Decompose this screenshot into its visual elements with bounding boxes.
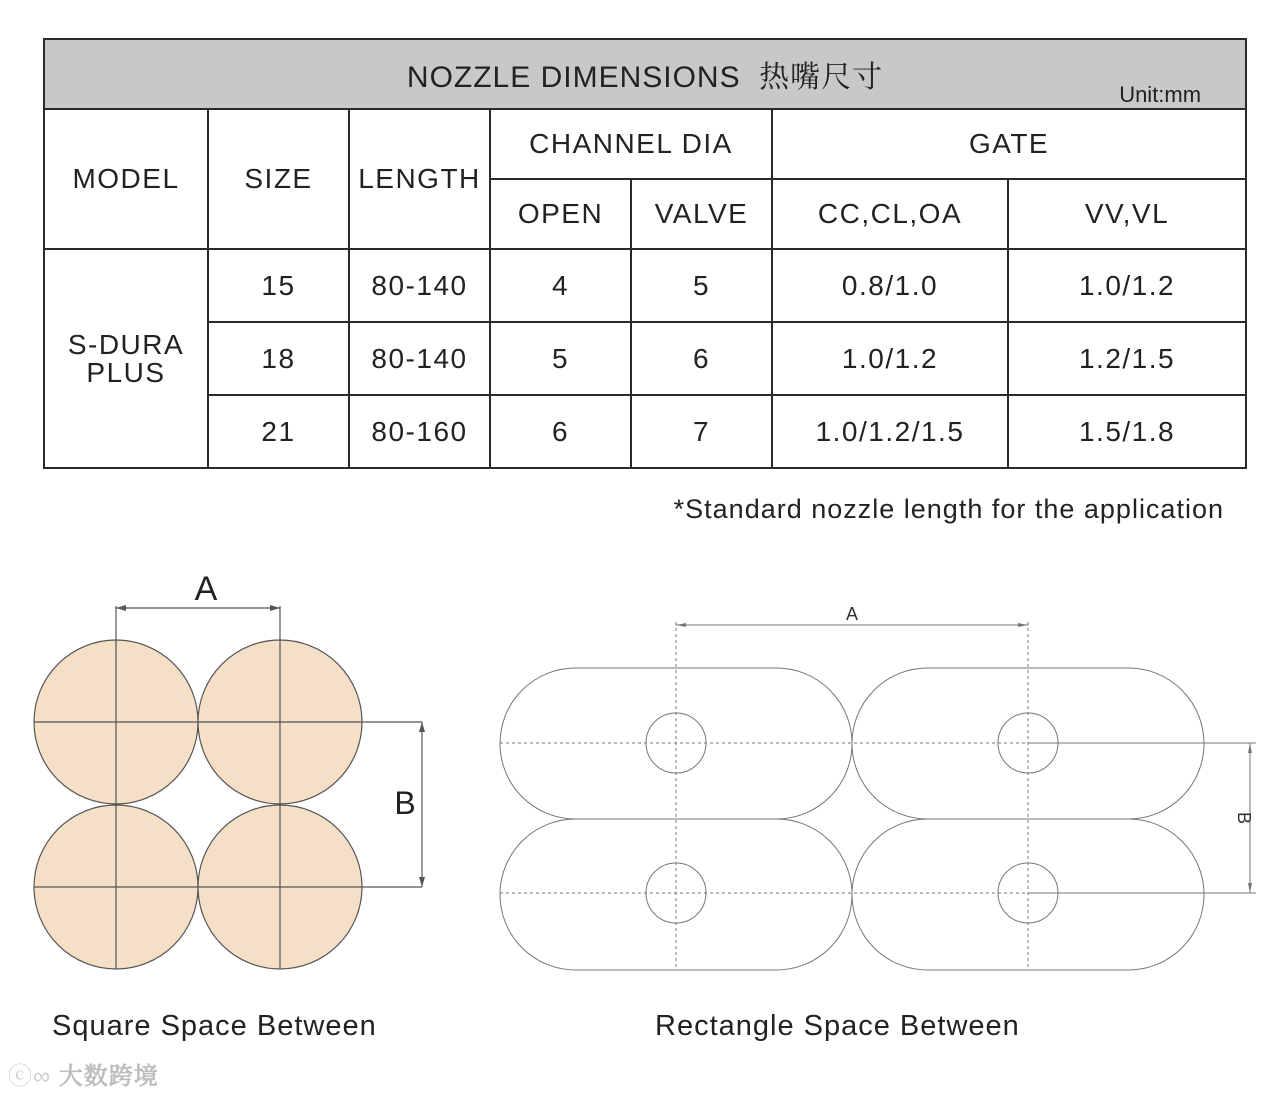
rect-label-a: A: [845, 604, 859, 624]
square-label-a: A: [194, 570, 218, 608]
model-name-line2: PLUS: [86, 356, 166, 388]
model-name-line1: S-DURA: [67, 328, 185, 360]
cell-length: 80-160: [349, 395, 490, 468]
header-channel-dia: CHANNEL DIA: [490, 109, 772, 179]
cell-open: 4: [490, 249, 631, 322]
header-size: SIZE: [208, 109, 349, 249]
cell-length: 80-140: [349, 249, 490, 322]
cell-size: 15: [208, 249, 349, 322]
cell-length: 80-140: [349, 322, 490, 395]
cell-size: 18: [208, 322, 349, 395]
header-vv-vl: VV,VL: [1008, 179, 1246, 249]
cell-cc: 1.0/1.2: [772, 322, 1008, 395]
watermark: [8, 1056, 159, 1091]
rectangle-space-diagram: [500, 622, 1256, 970]
rect-label-b: B: [1234, 811, 1254, 825]
rectangle-caption: Rectangle Space Between: [655, 1010, 1020, 1042]
arrowhead: [1018, 623, 1028, 627]
unit-label: Unit:mm: [1119, 82, 1202, 107]
cell-cc: 1.0/1.2/1.5: [772, 395, 1008, 468]
cell-size: 21: [208, 395, 349, 468]
header-gate: GATE: [772, 109, 1246, 179]
watermark-text: 大数跨境: [58, 1063, 159, 1090]
header-valve: VALVE: [631, 179, 772, 249]
cell-vv: 1.2/1.5: [1008, 322, 1246, 395]
table-title-cn: 热嘴尺寸: [759, 61, 884, 94]
header-model: MODEL: [44, 109, 208, 249]
arrowhead: [116, 605, 126, 611]
cell-open: 6: [490, 395, 631, 468]
watermark-logo-icon: ⓒ∞: [8, 1063, 52, 1090]
cell-cc: 0.8/1.0: [772, 249, 1008, 322]
arrowhead: [419, 877, 425, 887]
arrowhead: [1248, 883, 1252, 893]
square-label-b: B: [394, 785, 416, 821]
square-caption: Square Space Between: [52, 1010, 377, 1042]
cell-valve: 5: [631, 249, 772, 322]
arrowhead: [676, 623, 686, 627]
header-open: OPEN: [490, 179, 631, 249]
cell-open: 5: [490, 322, 631, 395]
header-cc-cl-oa: CC,CL,OA: [772, 179, 1008, 249]
cell-vv: 1.5/1.8: [1008, 395, 1246, 468]
header-length: LENGTH: [349, 109, 490, 249]
arrowhead: [1248, 743, 1252, 753]
square-space-diagram: [34, 605, 425, 969]
arrowhead: [270, 605, 280, 611]
table-title: NOZZLE DIMENSIONS: [406, 61, 741, 94]
cell-valve: 6: [631, 322, 772, 395]
cell-valve: 7: [631, 395, 772, 468]
arrowhead: [419, 722, 425, 732]
standard-length-note: *Standard nozzle length for the application: [673, 494, 1224, 524]
cell-vv: 1.0/1.2: [1008, 249, 1246, 322]
